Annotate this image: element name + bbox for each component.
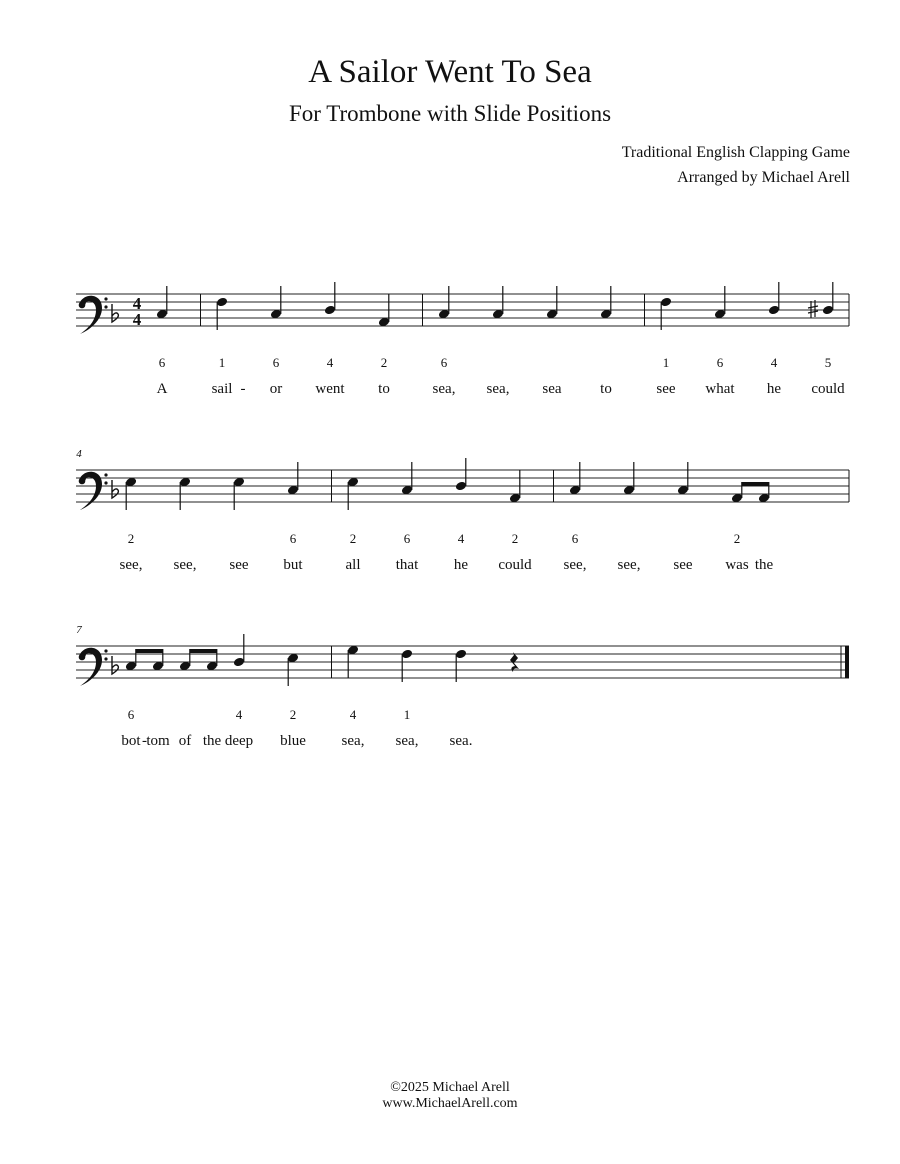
lyric-syllable: tom xyxy=(146,733,170,749)
lyric-syllable: the xyxy=(202,733,222,749)
measure-number: 4 xyxy=(76,448,82,460)
lyric-syllable: sea, xyxy=(341,733,365,749)
lyric-syllable: that xyxy=(395,557,419,573)
slide-position: 4 xyxy=(457,531,465,546)
lyric-syllable: see, xyxy=(173,557,197,573)
bass-clef-dot xyxy=(79,654,86,661)
lyric-syllable: went xyxy=(315,381,345,397)
sharp-accidental-icon xyxy=(808,300,818,318)
bass-clef-dot xyxy=(104,649,107,652)
lyric-syllable: sea, xyxy=(486,381,510,397)
slide-position: 2 xyxy=(349,531,357,546)
lyric-syllable: was xyxy=(725,557,749,573)
lyric-syllable: he xyxy=(766,381,782,397)
key-signature-flat-icon xyxy=(112,656,118,674)
key-signature-flat-icon xyxy=(112,304,118,322)
copyright-text: ©2025 Michael Arell xyxy=(390,1080,510,1095)
bass-clef-dot xyxy=(104,481,107,484)
key-signature-flat-icon xyxy=(112,480,118,498)
lyric-syllable: sea xyxy=(542,381,562,397)
lyric-syllable: all xyxy=(345,557,361,573)
slide-position: 6 xyxy=(272,355,280,370)
lyric-syllable: sea. xyxy=(449,733,473,749)
bass-clef-icon xyxy=(80,472,102,510)
time-signature-top: 4 xyxy=(132,294,142,313)
lyric-hyphen: - xyxy=(240,381,246,397)
lyric-syllable: he xyxy=(453,557,469,573)
lyric-syllable: sail xyxy=(211,381,233,397)
bass-clef-icon xyxy=(80,296,102,334)
lyric-syllable: but xyxy=(283,557,303,573)
slide-position: 6 xyxy=(158,355,166,370)
bass-clef-dot xyxy=(104,297,107,300)
slide-position: 5 xyxy=(824,355,832,370)
note-beam xyxy=(190,649,217,653)
note-beam xyxy=(136,649,163,653)
lyric-syllable: see, xyxy=(563,557,587,573)
composer-line: Traditional English Clapping Game xyxy=(621,144,850,161)
page-footer xyxy=(0,1080,900,1112)
slide-position: 1 xyxy=(662,355,670,370)
bass-clef-dot xyxy=(79,302,86,309)
bass-clef-dot xyxy=(104,657,107,660)
slide-position: 2 xyxy=(289,707,297,722)
bass-clef-dot xyxy=(104,305,107,308)
bass-clef-dot xyxy=(104,473,107,476)
slide-position: 6 xyxy=(571,531,579,546)
lyric-syllable: could xyxy=(811,381,845,397)
slide-position: 4 xyxy=(235,707,243,722)
note-beam xyxy=(742,482,769,486)
slide-position: 2 xyxy=(733,531,741,546)
lyric-syllable: to xyxy=(600,381,612,397)
slide-position: 6 xyxy=(289,531,297,546)
slide-position: 6 xyxy=(403,531,411,546)
lyric-syllable: bot xyxy=(121,733,141,749)
slide-position: 1 xyxy=(218,355,226,370)
slide-position: 1 xyxy=(403,707,411,722)
slide-position: 4 xyxy=(770,355,778,370)
measure-number: 7 xyxy=(76,624,82,636)
lyric-hyphen: - xyxy=(142,733,147,749)
lyric-syllable: deep xyxy=(224,733,254,749)
slide-position: 6 xyxy=(127,707,135,722)
lyric-syllable: to xyxy=(378,381,390,397)
time-signature-bottom: 4 xyxy=(132,310,142,329)
website-link[interactable]: www.MichaelArell.com xyxy=(382,1096,518,1111)
slide-position: 6 xyxy=(440,355,448,370)
lyric-syllable: what xyxy=(705,381,735,397)
slide-position: 2 xyxy=(380,355,388,370)
lyric-syllable: see xyxy=(229,557,249,573)
lyric-syllable: the xyxy=(754,557,774,573)
lyric-syllable: see, xyxy=(119,557,143,573)
bass-clef-icon xyxy=(80,648,102,686)
bass-clef-dot xyxy=(79,478,86,485)
lyric-syllable: blue xyxy=(280,733,306,749)
lyric-syllable: of xyxy=(178,733,192,749)
slide-position: 6 xyxy=(716,355,724,370)
page-subtitle: For Trombone with Slide Positions xyxy=(288,101,612,126)
lyric-syllable: see, xyxy=(617,557,641,573)
slide-position: 2 xyxy=(511,531,519,546)
arranger-line: Arranged by Michael Arell xyxy=(677,169,850,186)
lyric-syllable: see xyxy=(673,557,693,573)
lyric-syllable: A xyxy=(156,381,168,397)
slide-position: 4 xyxy=(349,707,357,722)
page-title: A Sailor Went To Sea xyxy=(308,54,592,90)
lyric-syllable: sea, xyxy=(432,381,456,397)
lyric-syllable: could xyxy=(498,557,532,573)
lyric-syllable: or xyxy=(269,381,283,397)
slide-position: 2 xyxy=(127,531,135,546)
lyric-syllable: see xyxy=(656,381,676,397)
lyric-syllable: sea, xyxy=(395,733,419,749)
final-barline xyxy=(845,646,849,678)
slide-position: 4 xyxy=(326,355,334,370)
